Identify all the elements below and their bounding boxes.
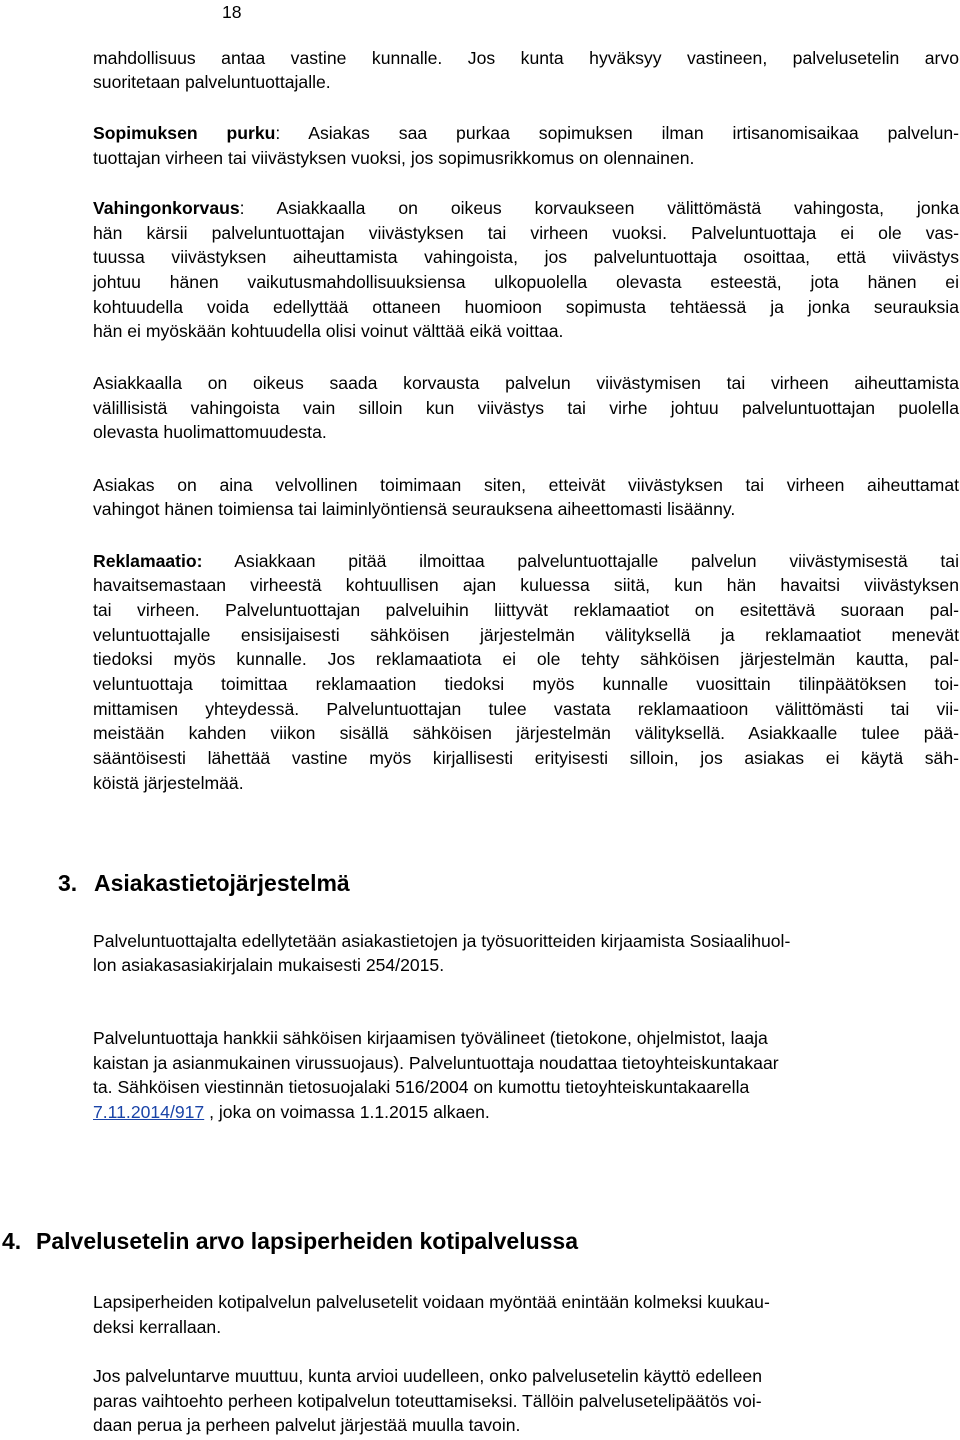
law-link[interactable]: 7.11.2014/917: [93, 1102, 205, 1122]
text-line: mahdollisuus antaa vastine kunnalle. Jos kunta hyväksyy vastineen, palvelusetelin arvo: [93, 48, 959, 68]
text-line: veluntuottajalle ensisijaisesti sähköisen järjestelmän välityksellä ja reklamaatiot menevät: [93, 625, 959, 645]
text-line: välillisistä vahingoista vain silloin kun viivästys tai virhe johtuu palveluntuottajan puolella: [93, 398, 959, 418]
term-label: Sopimuksen purku: [93, 123, 276, 143]
text-line: Asiakkaalla on oikeus saada korvausta palvelun viivästymisen tai virheen aiheuttamista: [93, 373, 959, 393]
text-line: paras vaihtoehto perheen kotipalvelun toteuttamiseksi. Tällöin palvelusetelipäätös voi-: [93, 1391, 762, 1411]
term-label: Vahingonkorvaus: [93, 198, 240, 218]
text-line: Asiakas on aina velvollinen toimimaan siten, etteivät viivästyksen tai virheen aiheuttamat: [93, 475, 959, 495]
text-line: tuottajan virheen tai viivästyksen vuoksi, jos sopimusrikkomus on olennainen.: [93, 148, 695, 168]
section-title: Palvelusetelin arvo lapsiperheiden kotipalvelussa: [36, 1228, 579, 1254]
text-line: hän ei myöskään kohtuudella olisi voinut välttää eikä voittaa.: [93, 321, 564, 341]
text-line: kohtuudella voida edellyttää ottaneen huomioon sopimusta tehtäessä ja jonka seurauksia: [93, 297, 959, 317]
text-line: vahingot hänen toimiensa tai laiminlyöntiensä seurauksena aiheettomasti lisäänny.: [93, 499, 736, 519]
text-line: sääntöisesti lähettää vastine myös kirjallisesti erityisesti silloin, jos asiakas ei käytä säh-: [93, 748, 959, 768]
term-label: Reklamaatio:: [93, 551, 203, 571]
text-line: havaitsemastaan virheestä kohtuullisen ajan kuluessa siitä, kun hän havaitsi viivästyksen: [93, 575, 959, 595]
text-line: tiedoksi myös kunnalle. Jos reklamaatiota ei ole tehty sähköisen järjestelmän kautta, pal-: [93, 649, 959, 669]
text-line: mittamisen yhteydessä. Palveluntuottajan tulee vastata reklamaatioon välittömästi tai vii-: [93, 699, 959, 719]
text-line: kaistan ja asianmukainen virussuojaus). Palveluntuottaja noudattaa tietoyhteiskuntakaar: [93, 1053, 779, 1073]
text-line: tuussa viivästyksen aiheuttamista vahingoista, jos palveluntuottaja osoittaa, että viivästys: [93, 247, 959, 267]
text-line: tai virheen. Palveluntuottajan palveluihin liittyvät reklamaatiot on esitettävä suoraan pal-: [93, 600, 959, 620]
text-line: suoritetaan palveluntuottajalle.: [93, 72, 331, 92]
text-line: köistä järjestelmää.: [93, 773, 244, 793]
text-line: lon asiakasasiakirjalain mukaisesti 254/2015.: [93, 955, 445, 975]
section-number: 3.: [58, 870, 78, 896]
text-line: 7.11.2014/917 , joka on voimassa 1.1.2015 alkaen.: [93, 1102, 490, 1122]
text-line: Vahingonkorvaus: Asiakkaalla on oikeus korvaukseen välittömästä vahingosta, jonka: [93, 198, 959, 218]
text-line: Lapsiperheiden kotipalvelun palvelusetelit voidaan myöntää enintään kolmeksi kuukau-: [93, 1292, 770, 1312]
text-line: Palveluntuottaja hankkii sähköisen kirjaamisen työvälineet (tietokone, ohjelmistot, laaja: [93, 1028, 768, 1048]
page-number: 18: [222, 2, 242, 22]
text-line: meistään kahden viikon sisällä sähköisen järjestelmän välityksellä. Asiakkaalle tulee pää-: [93, 723, 959, 743]
text-line: Palveluntuottajalta edellytetään asiakastietojen ja työsuoritteiden kirjaamista Sosiaalihuol-: [93, 931, 791, 951]
text-line: ta. Sähköisen viestinnän tietosuojalaki 516/2004 on kumottu tietoyhteiskuntakaarella: [93, 1077, 750, 1097]
text-line: Reklamaatio: Asiakkaan pitää ilmoittaa palveluntuottajalle palvelun viivästymisestä tai: [93, 551, 959, 571]
text-line: johtuu hänen vaikutusmahdollisuuksiensa ulkopuolella olevasta esteestä, jota hänen ei: [93, 272, 959, 292]
text-line: olevasta huolimattomuudesta.: [93, 422, 327, 442]
section-heading: [58, 869, 350, 897]
section-title: Asiakastietojärjestelmä: [94, 870, 350, 896]
text-line: daan perua ja perheen palvelut järjestää muulla tavoin.: [93, 1415, 521, 1435]
text-line: Sopimuksen purku: Asiakas saa purkaa sopimuksen ilman irtisanomisaikaa palvelun-: [93, 123, 959, 143]
text-line: hän kärsii palveluntuottajan viivästyksen tai virheen vuoksi. Palveluntuottaja ei ole vas-: [93, 223, 959, 243]
text-line: veluntuottaja toimittaa reklamaation tiedoksi myös kunnalle vuosittain tilinpäätöksen toi-: [93, 674, 959, 694]
text-line: Jos palveluntarve muuttuu, kunta arvioi uudelleen, onko palvelusetelin käyttö edelleen: [93, 1366, 762, 1386]
text-line: deksi kerrallaan.: [93, 1317, 222, 1337]
section-heading: [2, 1227, 578, 1255]
section-number: 4.: [2, 1228, 22, 1254]
